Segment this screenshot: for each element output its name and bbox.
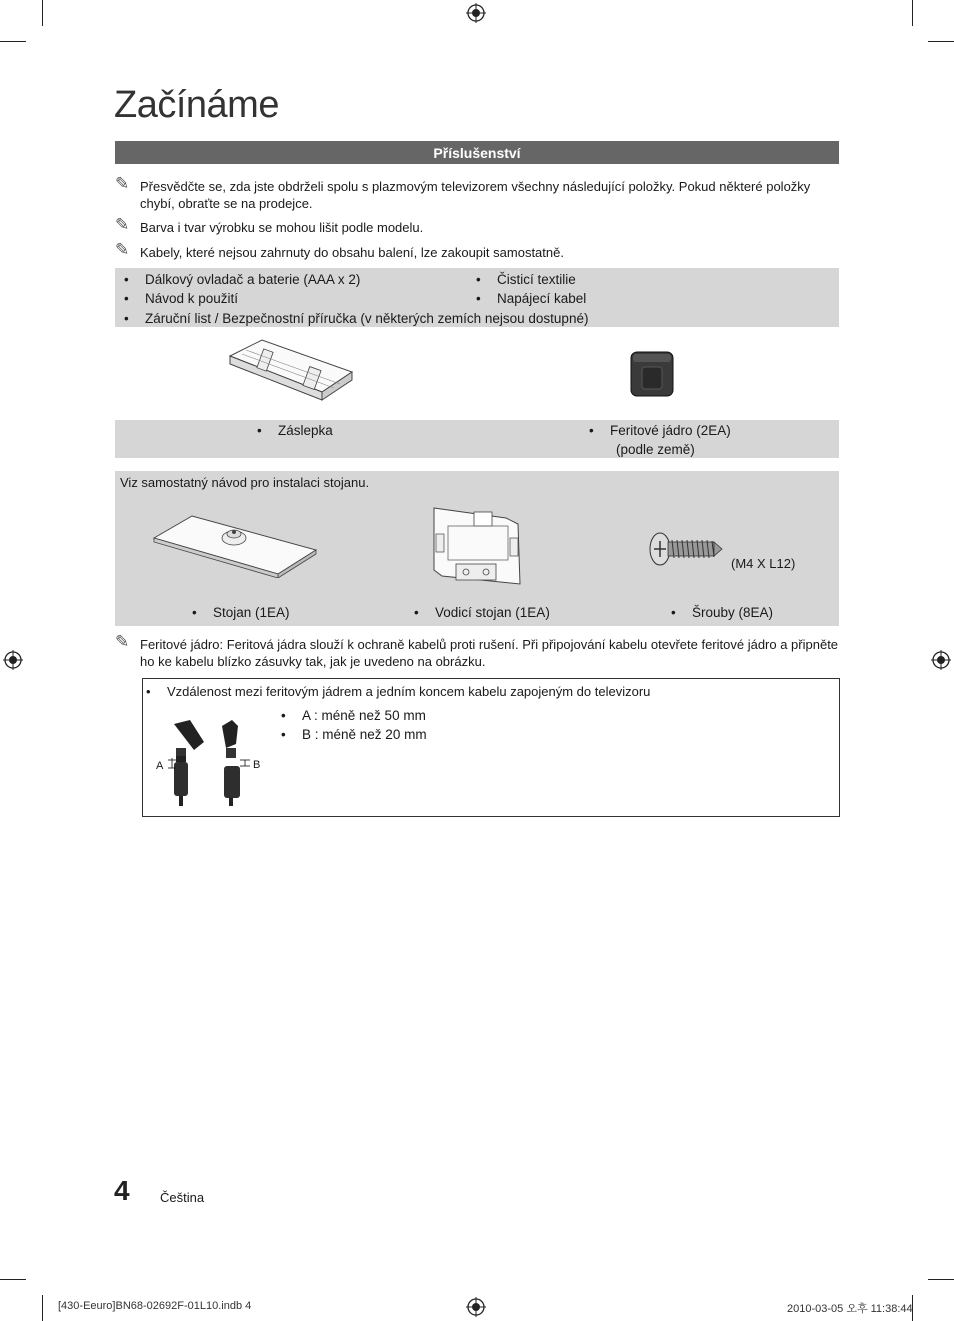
note-cables	[115, 240, 839, 261]
note-color-shape	[115, 215, 839, 236]
figure-label-a: A	[156, 760, 164, 772]
distance-b	[302, 726, 427, 743]
pencil-note-icon: ✎	[115, 215, 130, 234]
distance-heading: • Vzdálenost mezi feritovým jádrem a jedním koncem kabelu zapojeným do televizoru	[167, 683, 650, 700]
registration-mark-icon	[931, 650, 951, 670]
pencil-note-icon: ✎	[115, 632, 130, 651]
cable-ferrite-image	[168, 714, 264, 806]
stand-image	[152, 512, 320, 578]
note-ferrite-core	[115, 632, 839, 670]
list-item: • Záslepka	[278, 422, 333, 439]
crop-mark	[0, 1279, 26, 1280]
note-text: Přesvědčte se, zda jste obdrželi spolu s plazmovým televizorem všechny následující položky. Pokud některé položky chybí, obraťte se na prodejce.	[140, 179, 811, 211]
crop-mark	[928, 41, 954, 42]
list-item: • Záruční list / Bezpečnostní příručka (v některých zemích nejsou dostupné)	[145, 310, 588, 327]
note-text: Feritové jádro: Feritová jádra slouží k ochraně kabelů proti rušení. Při připojování kabelu otevřete feritové jádro a připněte ho ke kabelu blízko zásuvky tak, jak je uvedeno na obrázku.	[140, 637, 839, 669]
crop-mark	[912, 0, 913, 26]
list-item: • Stojan (1EA)	[213, 604, 290, 621]
ferrite-region-note: (podle země)	[616, 442, 695, 457]
list-item: • Feritové jádro (2EA)	[610, 422, 731, 439]
list-item: • Vodicí stojan (1EA)	[435, 604, 550, 621]
section-header: Příslušenství	[115, 141, 839, 164]
page-title: Začínáme	[114, 84, 279, 126]
ferrite-core-image	[628, 349, 676, 399]
crop-mark	[928, 1279, 954, 1280]
registration-mark-icon	[3, 650, 23, 670]
stand-note: Viz samostatný návod pro instalaci stojanu.	[120, 475, 370, 490]
list-item: • Čisticí textilie	[497, 271, 576, 288]
figure-label-b: B	[253, 759, 261, 771]
note-text: Barva i tvar výrobku se mohou lišit podle modelu.	[140, 220, 424, 235]
pencil-note-icon: ✎	[115, 174, 130, 193]
page-language: Čeština	[160, 1190, 205, 1205]
crop-mark	[42, 1295, 43, 1321]
page-number: 4	[114, 1175, 130, 1206]
crop-mark	[42, 0, 43, 26]
footer-file: [430-Eeuro]BN68-02692F-01L10.indb 4	[58, 1300, 252, 1312]
note-package-contents	[115, 174, 839, 212]
list-item: • Šrouby (8EA)	[692, 604, 773, 621]
list-item: • Dálkový ovladač a baterie (AAA x 2)	[145, 271, 360, 288]
distance-b-text: : méně než 20 mm	[311, 727, 427, 742]
registration-mark-icon	[466, 1297, 486, 1317]
distance-b-label: B	[302, 727, 312, 742]
distance-a-label: A	[302, 708, 311, 723]
distance-a-text: : méně než 50 mm	[310, 708, 426, 723]
guide-stand-image	[428, 504, 524, 588]
screw-spec: (M4 X L12)	[731, 556, 796, 571]
distance-a	[302, 707, 426, 724]
blanking-bracket-image	[222, 336, 362, 404]
list-item: • Návod k použití	[145, 290, 238, 307]
pencil-note-icon: ✎	[115, 240, 130, 259]
list-item: • Napájecí kabel	[497, 290, 586, 307]
screw-image	[648, 530, 724, 568]
crop-mark	[0, 41, 26, 42]
note-text: Kabely, které nejsou zahrnuty do obsahu balení, lze zakoupit samostatně.	[140, 245, 564, 260]
registration-mark-icon	[466, 3, 486, 23]
footer-timestamp: 2010-03-05 오후 11:38:44	[787, 1303, 913, 1315]
